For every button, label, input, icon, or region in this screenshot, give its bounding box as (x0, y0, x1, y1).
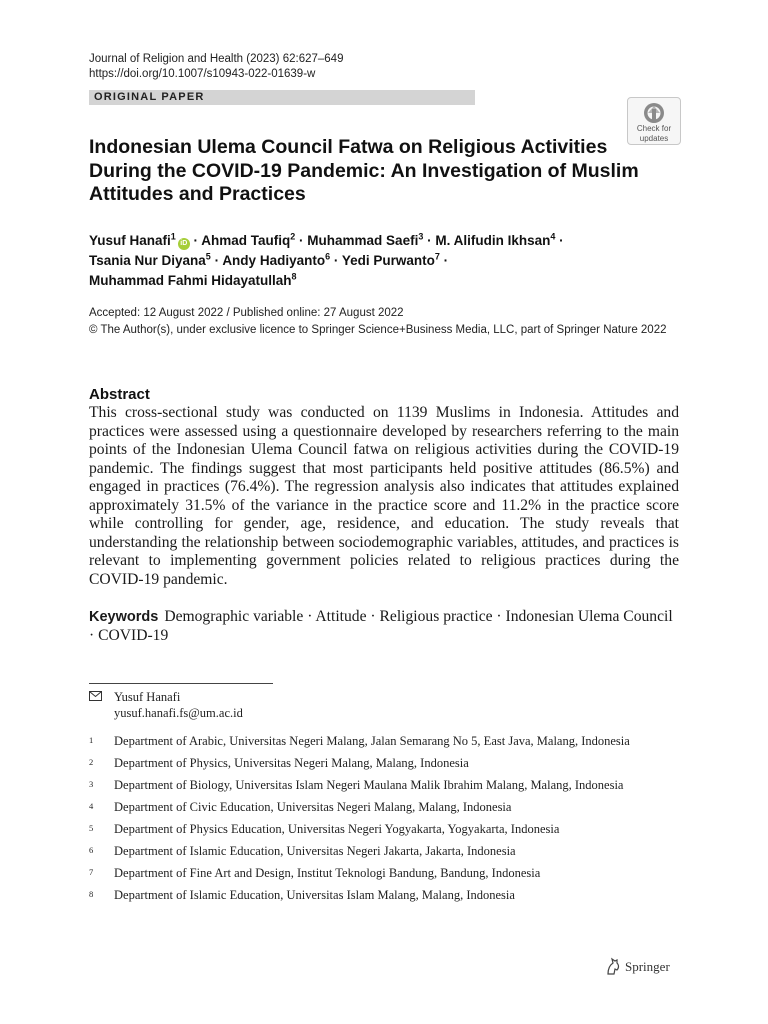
author-name[interactable]: Yusuf Hanafi (89, 233, 171, 248)
author-name[interactable]: Ahmad Taufiq (201, 233, 291, 248)
publisher-name: Springer (625, 959, 670, 974)
author-name[interactable]: Andy Hadiyanto (222, 253, 326, 268)
affiliation-number: 4 (89, 801, 94, 811)
paper-title: Indonesian Ulema Council Fatwa on Religious Activities During the COVID-19 Pandemic: An Investigation of Muslim Attitudes and Practices (89, 136, 639, 205)
abstract-heading: Abstract (89, 386, 150, 403)
author (201, 233, 307, 248)
author-affiliation-marker: 7 (434, 251, 440, 262)
article-type-band (89, 90, 475, 105)
author-separator: · (555, 233, 564, 248)
affiliation-item (89, 800, 679, 816)
author (89, 233, 201, 248)
author (435, 233, 563, 248)
affiliation-number: 2 (89, 757, 94, 767)
author (222, 253, 342, 268)
author-affiliation-marker: 5 (205, 251, 211, 262)
author-affiliation-marker: 8 (291, 271, 297, 282)
author-name[interactable]: Muhammad Saefi (307, 233, 419, 248)
author-separator: · (295, 233, 308, 248)
journal-citation: Journal of Religion and Health (2023) 62:627–649 (89, 53, 344, 65)
affiliation-item (89, 888, 679, 904)
author-affiliation-marker: 1 (170, 231, 176, 242)
publisher-logo (605, 957, 670, 977)
affiliation-number: 8 (89, 889, 94, 899)
author-separator: · (439, 253, 449, 268)
corresponding-author-email[interactable]: yusuf.hanafi.fs@um.ac.id (114, 706, 243, 720)
accepted-published-dates: Accepted: 12 August 2022 / Published online: 27 August 2022 (89, 307, 404, 319)
footnote-divider (89, 683, 273, 684)
springer-horse-icon (605, 957, 621, 975)
abstract-text: This cross-sectional study was conducted on 1139 Muslims in Indonesia. Attitudes and practices were assessed using a questionnaire developed by researchers referring to the main points of the Indonesian Ulema Council fatwa on religious activities during the COVID-19 pandemic. The findings suggest that most participants held positive attitudes (86.5%) and engaged in practices (76.4%). The regression analysis also indicates that attitudes explained approximately 31.5% of the variance in the practice score and 11.2% in the practice score while controlling for gender, age, residence, and education. The study reveals that understanding the relationship between sociodemographic variables, attitudes, and practices is relevant to implementing government policies related to religious practices during the COVID-19 pandemic. (89, 404, 679, 588)
affiliation-item (89, 734, 679, 750)
affiliation-text: Department of Arabic, Universitas Negeri Malang, Jalan Semarang No 5, East Java, Malang, Indonesia (114, 734, 630, 748)
affiliation-text: Department of Islamic Education, Universitas Islam Malang, Malang, Indonesia (114, 888, 515, 902)
affiliation-number: 1 (89, 735, 94, 745)
affiliation-text: Department of Civic Education, Universitas Negeri Malang, Malang, Indonesia (114, 800, 512, 814)
affiliation-item (89, 756, 679, 772)
affiliation-number: 3 (89, 779, 94, 789)
affiliation-item (89, 866, 679, 882)
author-name[interactable]: Muhammad Fahmi Hidayatullah (89, 273, 292, 288)
affiliation-number: 7 (89, 867, 94, 877)
check-for-updates-icon (643, 102, 665, 124)
affiliation-text: Department of Islamic Education, Universitas Negeri Jakarta, Jakarta, Indonesia (114, 844, 516, 858)
author-separator: · (189, 233, 202, 248)
journal-header (89, 52, 343, 82)
affiliation-text: Department of Biology, Universitas Islam Negeri Maulana Malik Ibrahim Malang, Malang, Indonesia (114, 778, 624, 792)
author (342, 253, 448, 268)
badge-text-line2: updates (639, 133, 669, 143)
affiliation-number: 5 (89, 823, 94, 833)
author-affiliation-marker: 4 (550, 231, 556, 242)
doi-link[interactable]: https://doi.org/10.1007/s10943-022-01639-w (89, 68, 316, 80)
keywords (89, 608, 679, 645)
author-separator: · (210, 253, 223, 268)
correspondence (89, 689, 243, 721)
corresponding-author-name: Yusuf Hanafi (114, 690, 181, 704)
author-name[interactable]: M. Alifudin Ikhsan (435, 233, 551, 248)
author-list (89, 231, 689, 291)
affiliation-list (89, 734, 679, 910)
author-name[interactable]: Yedi Purwanto (341, 253, 435, 268)
affiliation-item (89, 844, 679, 860)
keywords-text: Demographic variable · Attitude · Religious practice · Indonesian Ulema Council · COVID-19 (89, 608, 673, 644)
affiliation-number: 6 (89, 845, 94, 855)
affiliation-text: Department of Physics Education, Universitas Negeri Yogyakarta, Yogyakarta, Indonesia (114, 822, 560, 836)
author-affiliation-marker: 6 (325, 251, 331, 262)
keywords-label: Keywords (89, 609, 159, 625)
orcid-icon[interactable]: iD (178, 238, 190, 250)
author (89, 253, 222, 268)
envelope-icon (89, 691, 102, 701)
author-affiliation-marker: 3 (418, 231, 424, 242)
author-separator: · (423, 233, 436, 248)
publication-dates (89, 305, 679, 338)
author-affiliation-marker: 2 (290, 231, 296, 242)
affiliation-item (89, 822, 679, 838)
copyright-notice: © The Author(s), under exclusive licence to Springer Science+Business Media, LLC, part of Springer Nature 2022 (89, 323, 667, 336)
article-type: ORIGINAL PAPER (94, 91, 205, 103)
badge-text-line1: Check for (636, 124, 672, 133)
author (89, 273, 297, 288)
affiliation-text: Department of Physics, Universitas Negeri Malang, Malang, Indonesia (114, 756, 469, 770)
affiliation-text: Department of Fine Art and Design, Institut Teknologi Bandung, Bandung, Indonesia (114, 866, 541, 880)
author (307, 233, 435, 248)
affiliation-item (89, 778, 679, 794)
author-separator: · (330, 253, 342, 268)
author-name[interactable]: Tsania Nur Diyana (89, 253, 206, 268)
